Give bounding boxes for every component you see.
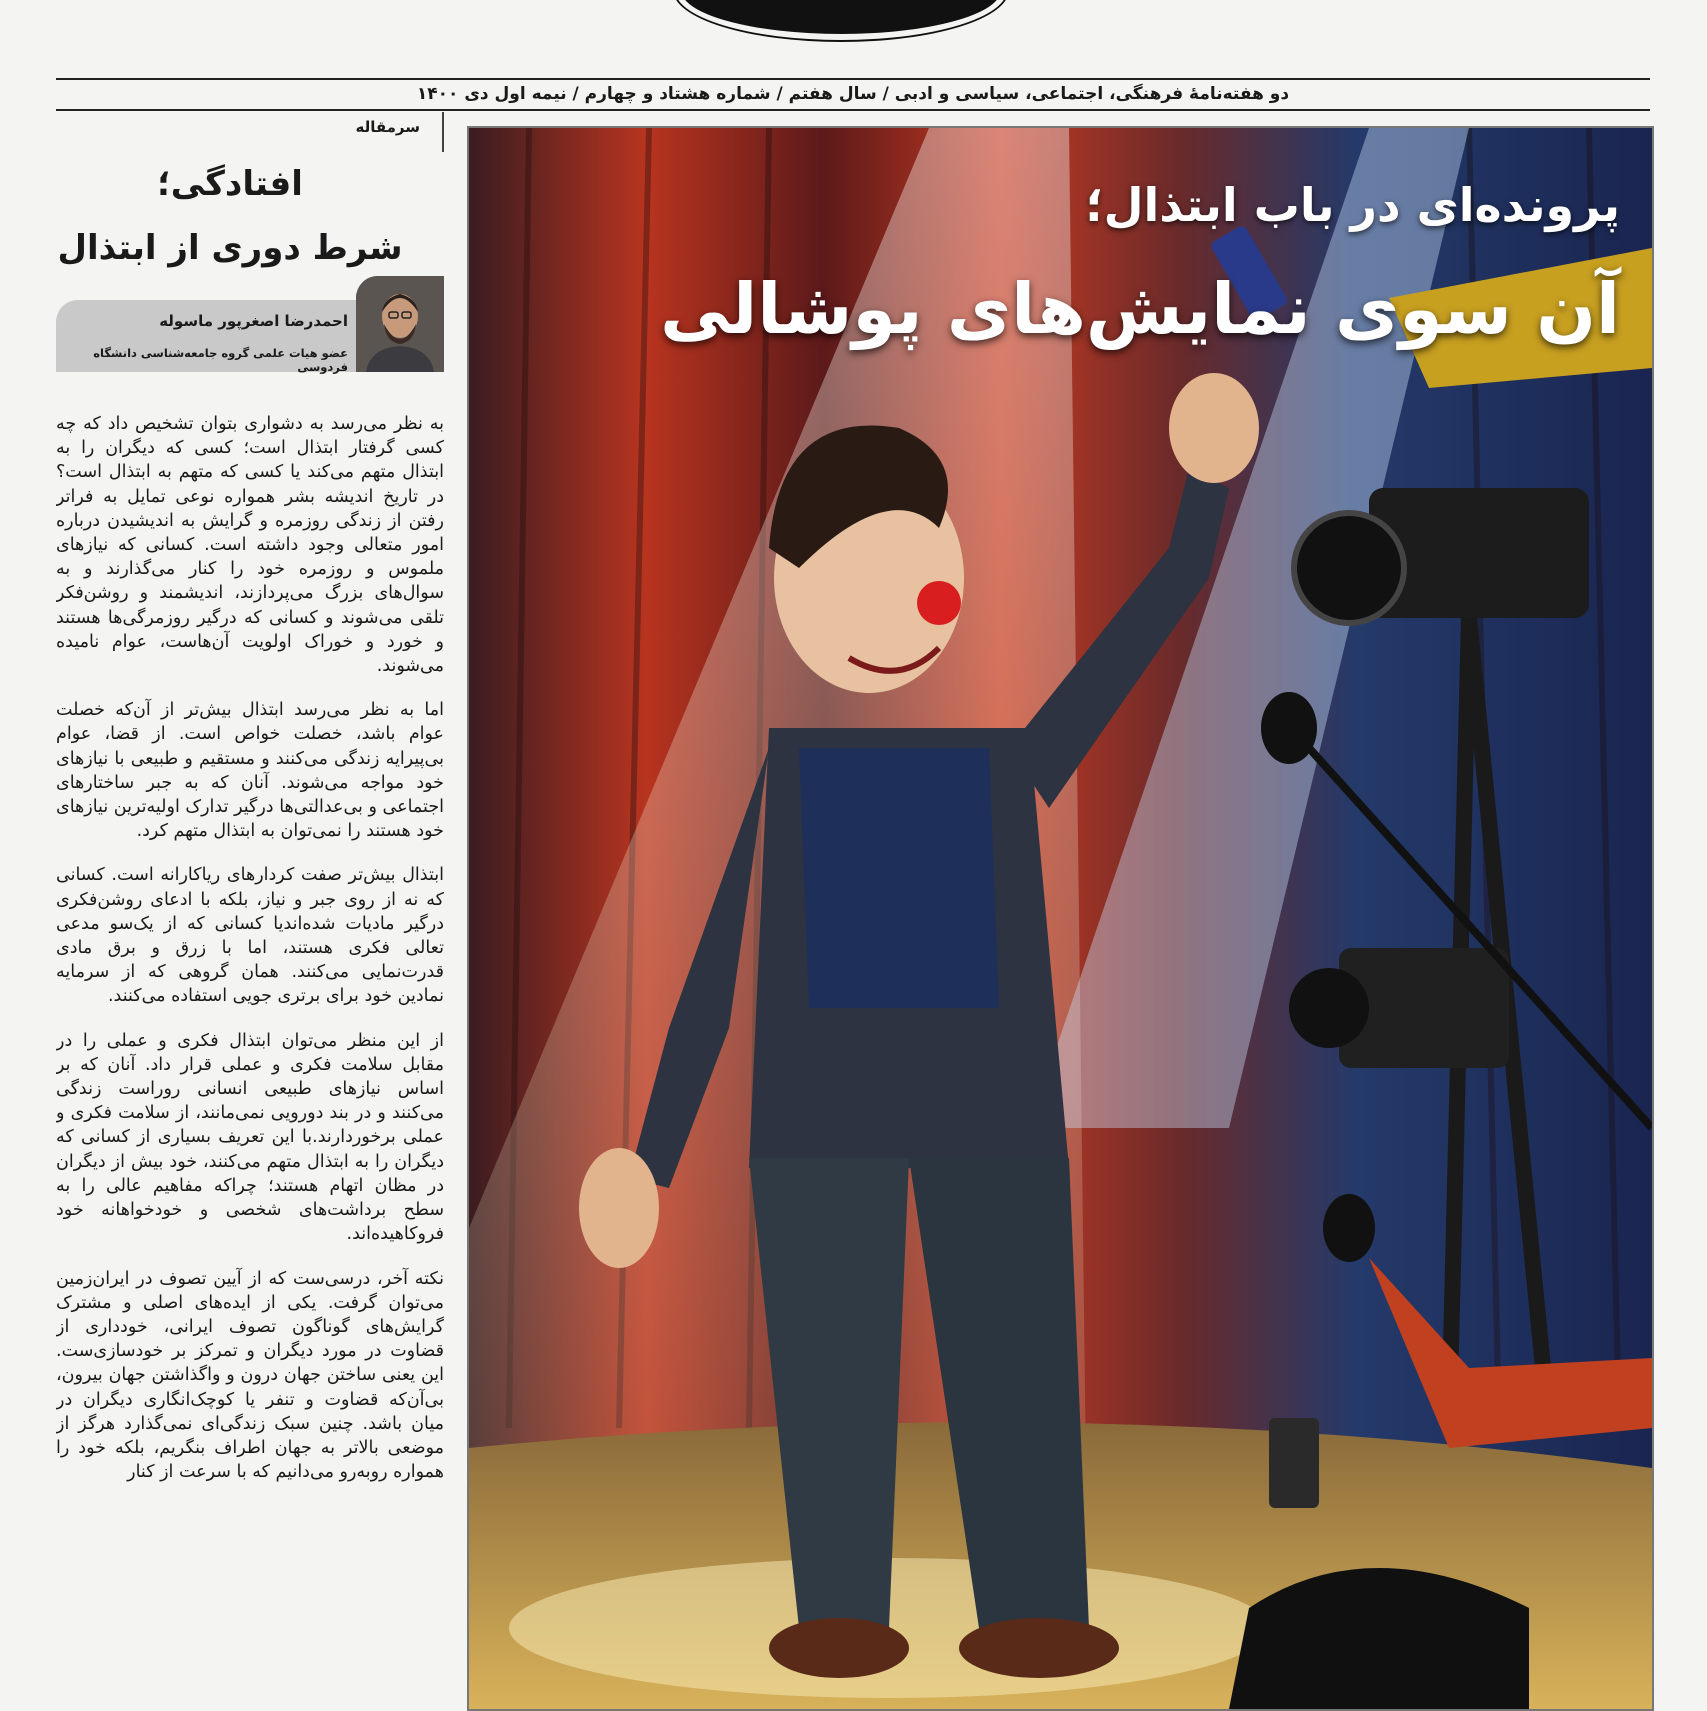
cover-title: آن سوی نمایش‌های پوشالی xyxy=(660,268,1620,350)
author-title: عضو هیات علمی گروه جامعه‌شناسی دانشگاه فردوسی xyxy=(93,346,348,374)
issue-line: دو هفته‌نامهٔ فرهنگی، اجتماعی، سیاسی و ادبی / سال هفتم / شماره هشتاد و چهارم / نیمه اول دی ۱۴۰۰ xyxy=(416,84,1290,104)
headline-line-1: افتادگی؛ xyxy=(157,164,303,204)
avatar xyxy=(356,276,444,372)
header-rule-bottom xyxy=(56,109,1650,111)
cover-illustration xyxy=(467,126,1654,1711)
headline-line-2: شرط دوری از ابتذال xyxy=(57,228,403,268)
masthead-logo xyxy=(675,0,1007,40)
editorial-headline xyxy=(56,152,404,280)
paragraph: از این منظر می‌توان ابتذال فکری و عملی را در مقابل سلامت فکری و عملی قرار داد. آنان که بر اساس نیازهای طبیعی انسانی رو‌راست زندگی می‌کنند و در بند دورویی نمی‌مانند، از سلامت فکری و عملی برخوردارند.با این تعریف بسیاری از کسانی که دیگران را به ابتذال متهم می‌کنند، خود بیش از دیگران در مظان اتهام هستند؛ چراکه مفاهیم عالی را به سطح برداشت‌های شخصی و خودخواهانه خود فروکاهیده‌اند. xyxy=(56,1030,444,1245)
cover-kicker: پرونده‌ای در باب ابتذال؛ xyxy=(1085,178,1620,232)
author-name: احمدرضا اصغرپور ماسوله xyxy=(159,312,348,330)
section-label: سرمقاله xyxy=(355,118,420,136)
paragraph: به نظر می‌رسد به دشواری بتوان تشخیص داد که چه کسی گرفتار ابتذال است؛ کسی که دیگران را به ابتذال متهم می‌کند یا کسی که متهم به ابتذال است؟ در تاریخ اندیشه بشر همواره نوعی تمایل به فراتر رفتن از زندگی روزمره و گرایش به اندیشیدن درباره امور متعالی وجود داشته است. کسانی که نیازهای ملموس و روزمره خود را کنار می‌گذارند و به سوال‌های بزرگ می‌پردازند، اندیشمند و روشن‌فکر تلقی می‌شوند و کسانی که درگیر روزمرگی‌ها هستند و خورد و خوراک اولویت آن‌هاست، عوام نامیده می‌شوند. xyxy=(56,414,444,677)
author-photo-icon xyxy=(356,276,444,372)
paragraph: ابتذال بیش‌تر صفت کردارهای ریاکارانه است. کسانی که نه از روی جبر و نیاز، بلکه با ادعای روشن‌فکری درگیر مادیات شده‌اندیا کسانی که از یک‌سو مدعی تعالی فکری هستند، اما با زرق و برق مادی قدرت‌نمایی می‌کنند. همان گروهی که از سرمایه نمادین خود برای برتری جویی استفاده می‌کنند. xyxy=(56,865,444,1007)
clown-stage-illustration xyxy=(469,128,1652,1709)
editorial-body xyxy=(56,412,444,1707)
header-rule-top xyxy=(56,78,1650,80)
editorial-column xyxy=(56,112,444,1707)
paragraph: نکته آخر، درسی‌ست که از آیین تصوف در ایران‌زمین می‌توان گرفت. یکی از ایده‌های اصلی و مشترک گرایش‌های گوناگون تصوف ایرانی، خودداری از قضاوت در مورد دیگران و تمرکز بر خودسازی‌ست. این یعنی ساختن جهان درون و واگذاشتن جهان بیرون، بی‌آن‌که قضاوت و تنفر یا کوچک‌انگاری دیگران در میان باشد. چنین سبک زندگی‌ای نمی‌گذارد هرگز از موضعی بالاتر به جهان اطراف بنگریم، بلکه خود را همواره روبه‌رو می‌دانیم که با سرعت از کنار xyxy=(56,1268,444,1483)
paragraph: اما به نظر می‌رسد ابتذال بیش‌تر از آن‌که خصلت عوام باشد، خصلت خواص است. از قضا، عوام بی‌پیرایه زندگی می‌کنند و مستقیم و طبیعی با نیازهای خود مواجه می‌شوند. آنان که به جبر ساختارهای اجتماعی و بی‌عدالتی‌ها درگیر تدارک اولیه‌ترین نیازهای خود هستند را نمی‌توان به ابتذال متهم کرد. xyxy=(56,700,444,842)
